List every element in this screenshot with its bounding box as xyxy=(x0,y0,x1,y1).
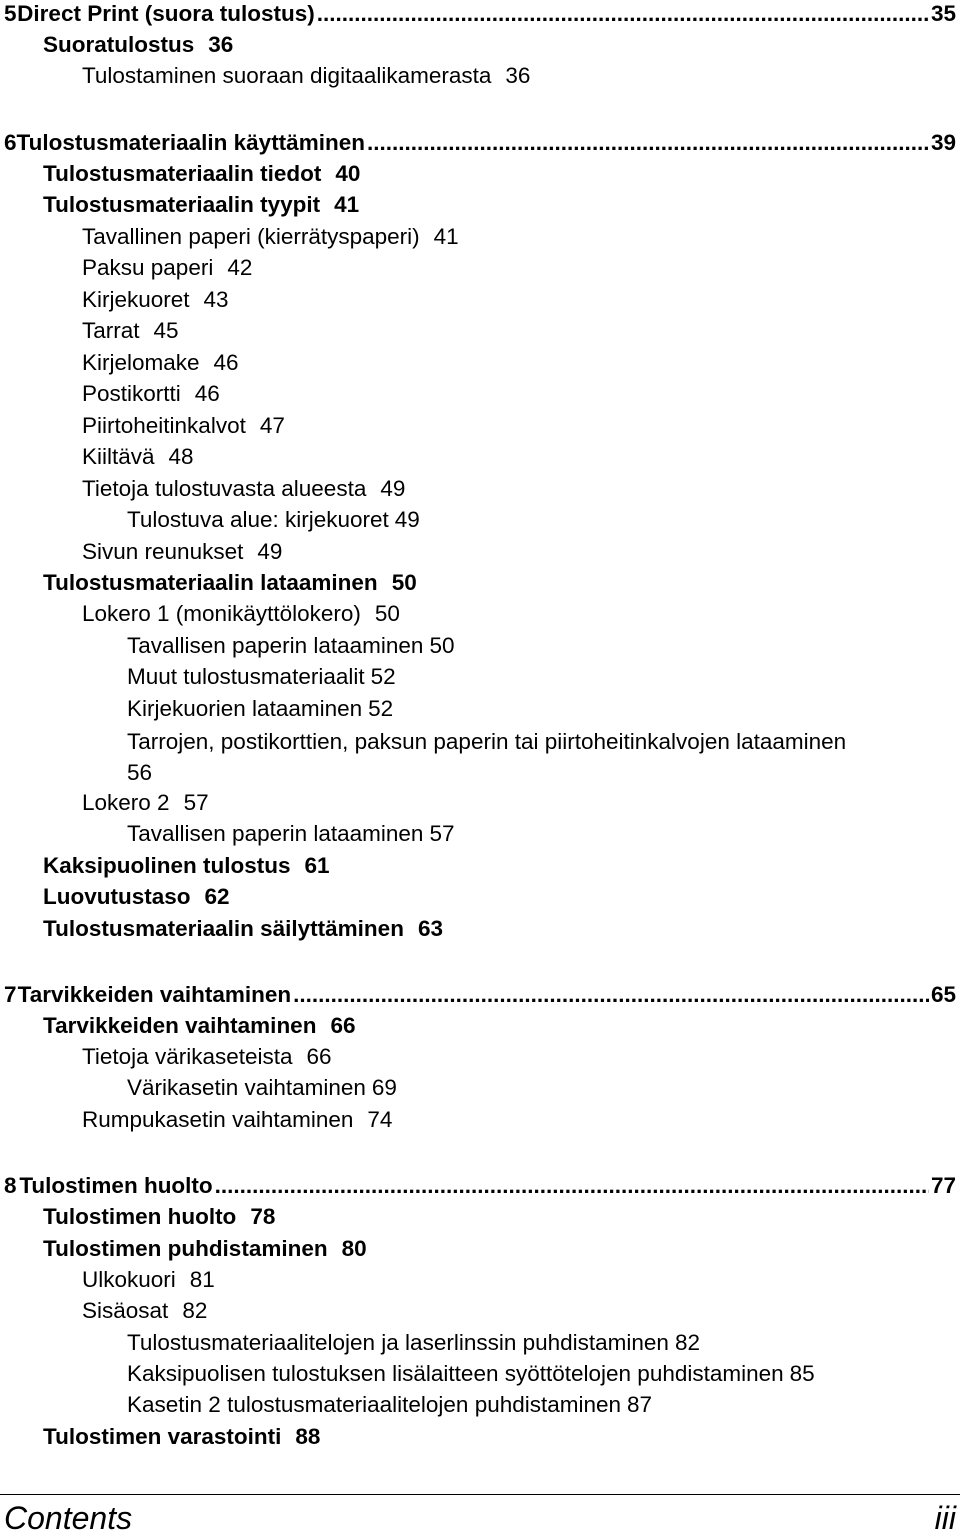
toc-entry[interactable] xyxy=(43,1012,960,1040)
toc-chapter-8[interactable] xyxy=(0,1172,960,1200)
toc-entry[interactable] xyxy=(82,412,960,440)
entry-page: 82 xyxy=(182,1298,208,1323)
entry-title: Kasetin 2 tulostusmateriaalitelojen puhdistaminen xyxy=(127,1392,622,1417)
entry-title: Piirtoheitinkalvot xyxy=(82,413,246,438)
chapter-number: 6 xyxy=(4,130,17,155)
entry-page: 40 xyxy=(335,161,361,186)
toc-entry[interactable] xyxy=(43,915,960,943)
entry-title: Kaksipuolisen tulostuksen lisälaitteen syöttötelojen puhdistaminen xyxy=(127,1361,784,1386)
entry-title: Tarrojen, postikorttien, paksun paperin tai piirtoheitinkalvojen lataaminen xyxy=(127,729,847,754)
toc-entry[interactable] xyxy=(43,1423,960,1451)
toc-entry[interactable] xyxy=(127,1329,960,1357)
toc-entry[interactable] xyxy=(82,475,960,503)
entry-page: 88 xyxy=(295,1424,321,1449)
toc-entry[interactable] xyxy=(82,600,960,628)
entry-title: Lokero 2 xyxy=(82,790,170,815)
entry-page: 50 xyxy=(374,601,400,626)
chapter-title: Direct Print (suora tulostus) xyxy=(17,1,315,26)
dot-leader xyxy=(317,0,929,28)
toc-entry[interactable] xyxy=(43,160,960,188)
footer-divider xyxy=(0,1494,960,1495)
entry-title: Tavallisen paperin lataaminen xyxy=(127,821,424,846)
entry-page: 49 xyxy=(380,476,406,501)
toc-entry[interactable] xyxy=(43,191,960,219)
entry-title: Värikasetin vaihtaminen xyxy=(127,1075,366,1100)
entry-title: Tietoja värikaseteista xyxy=(82,1044,293,1069)
chapter-page: 35 xyxy=(930,1,956,26)
entry-page: 41 xyxy=(433,224,459,249)
entry-page: 81 xyxy=(189,1267,215,1292)
dot-leader xyxy=(215,1172,929,1200)
entry-title: Tulostaminen suoraan digitaalikamerasta xyxy=(82,63,492,88)
entry-page: 66 xyxy=(306,1044,332,1069)
entry-page: 46 xyxy=(213,350,239,375)
entry-page: 82 xyxy=(674,1330,700,1355)
entry-page: 57 xyxy=(429,821,455,846)
chapter-page: 77 xyxy=(930,1173,956,1198)
entry-page: 74 xyxy=(367,1107,393,1132)
entry-page: 43 xyxy=(203,287,229,312)
entry-page: 63 xyxy=(417,916,443,941)
chapter-title: Tulostusmateriaalin käyttäminen xyxy=(16,130,365,155)
entry-title: Tarvikkeiden vaihtaminen xyxy=(43,1013,317,1038)
dot-leader xyxy=(293,981,929,1009)
toc-entry[interactable] xyxy=(82,443,960,471)
chapter-page: 39 xyxy=(930,130,956,155)
entry-title: Kirjelomake xyxy=(82,350,200,375)
entry-title: Paksu paperi xyxy=(82,255,214,280)
toc-entry[interactable] xyxy=(127,1074,960,1102)
toc-entry[interactable] xyxy=(127,506,960,534)
entry-page: 52 xyxy=(368,696,394,721)
toc-entry[interactable] xyxy=(82,223,960,251)
entry-title: Tulostusmateriaalin tiedot xyxy=(43,161,322,186)
entry-page: 69 xyxy=(371,1075,397,1100)
toc-entry[interactable] xyxy=(82,1266,960,1294)
dot-leader xyxy=(367,129,929,157)
entry-title: Tavallinen paperi (kierrätyspaperi) xyxy=(82,224,420,249)
entry-page: 78 xyxy=(250,1204,276,1229)
entry-page: 41 xyxy=(334,192,360,217)
toc-entry[interactable] xyxy=(43,852,960,880)
toc-entry[interactable] xyxy=(43,1235,960,1263)
toc-entry[interactable] xyxy=(127,632,960,660)
entry-title: Tulostusmateriaalitelojen ja laserlinssin puhdistaminen xyxy=(127,1330,669,1355)
toc-entry[interactable] xyxy=(82,1106,960,1134)
entry-title: Lokero 1 (monikäyttölokero) xyxy=(82,601,361,626)
toc-entry[interactable] xyxy=(43,883,960,911)
entry-page: 62 xyxy=(204,884,230,909)
toc-entry[interactable] xyxy=(82,62,960,90)
entry-title: Tulostimen varastointi xyxy=(43,1424,282,1449)
entry-page: 50 xyxy=(391,570,417,595)
entry-page: 85 xyxy=(789,1361,815,1386)
chapter-number: 8 xyxy=(4,1173,17,1198)
entry-title: Suoratulostus xyxy=(43,32,195,57)
entry-title: Ulkokuori xyxy=(82,1267,176,1292)
entry-title: Tulostimen puhdistaminen xyxy=(43,1236,328,1261)
toc-entry[interactable] xyxy=(82,286,960,314)
entry-title: Muut tulostusmateriaalit xyxy=(127,664,365,689)
toc-entry[interactable] xyxy=(127,695,960,723)
entry-page: 61 xyxy=(304,853,330,878)
chapter-page: 65 xyxy=(930,982,956,1007)
toc-entry[interactable] xyxy=(43,569,960,597)
entry-page: 56 xyxy=(127,760,153,785)
entry-page: 47 xyxy=(259,413,285,438)
entry-title: Tavallisen paperin lataaminen xyxy=(127,633,424,658)
chapter-number: 5 xyxy=(4,1,17,26)
entry-title: Postikortti xyxy=(82,381,181,406)
footer-page-number: iii xyxy=(934,1500,956,1536)
toc-entry[interactable] xyxy=(127,1360,960,1388)
toc-entry[interactable] xyxy=(82,380,960,408)
toc-chapter-5[interactable] xyxy=(0,0,960,28)
entry-page: 80 xyxy=(341,1236,367,1261)
entry-title: Tulostuva alue: kirjekuoret xyxy=(127,507,389,532)
entry-page: 50 xyxy=(429,633,455,658)
entry-page: 42 xyxy=(227,255,253,280)
entry-title: Tarrat xyxy=(82,318,140,343)
entry-page: 36 xyxy=(208,32,234,57)
entry-page: 36 xyxy=(505,63,531,88)
entry-title: Kirjekuorien lataaminen xyxy=(127,696,363,721)
toc-chapter-6[interactable] xyxy=(0,129,960,157)
entry-title: Rumpukasetin vaihtaminen xyxy=(82,1107,354,1132)
entry-page: 45 xyxy=(153,318,179,343)
toc-entry[interactable] xyxy=(127,1391,960,1419)
toc-entry[interactable] xyxy=(127,663,960,691)
toc-entry[interactable] xyxy=(43,31,960,59)
toc-chapter-7[interactable] xyxy=(0,981,960,1009)
entry-page: 87 xyxy=(627,1392,653,1417)
entry-page: 57 xyxy=(183,790,209,815)
toc-entry[interactable] xyxy=(82,789,960,817)
toc-entry[interactable] xyxy=(82,349,960,377)
entry-page: 46 xyxy=(194,381,220,406)
toc-entry[interactable] xyxy=(43,1203,960,1231)
entry-title: Tulostusmateriaalin lataaminen xyxy=(43,570,378,595)
chapter-number: 7 xyxy=(4,982,17,1007)
entry-title: Sisäosat xyxy=(82,1298,169,1323)
toc-entry[interactable] xyxy=(82,1043,960,1071)
toc-entry[interactable] xyxy=(82,538,960,566)
entry-title: Luovutustaso xyxy=(43,884,191,909)
footer-section-title: Contents xyxy=(4,1500,133,1536)
entry-title: Kiiltävä xyxy=(82,444,155,469)
toc-entry[interactable] xyxy=(82,317,960,345)
entry-page: 66 xyxy=(330,1013,356,1038)
toc-entry[interactable] xyxy=(82,254,960,282)
entry-page: 52 xyxy=(370,664,396,689)
entry-title: Tietoja tulostuvasta alueesta xyxy=(82,476,367,501)
entry-page: 48 xyxy=(168,444,194,469)
entry-title: Kaksipuolinen tulostus xyxy=(43,853,291,878)
entry-page: 49 xyxy=(394,507,420,532)
entry-title: Tulostusmateriaalin tyypit xyxy=(43,192,321,217)
entry-title: Tulostimen huolto xyxy=(43,1204,237,1229)
chapter-title: Tarvikkeiden vaihtaminen xyxy=(17,982,292,1007)
entry-title: Tulostusmateriaalin säilyttäminen xyxy=(43,916,404,941)
chapter-title: Tulostimen huolto xyxy=(19,1173,213,1198)
toc-entry[interactable] xyxy=(82,1297,960,1325)
entry-title: Kirjekuoret xyxy=(82,287,190,312)
entry-page: 49 xyxy=(257,539,283,564)
toc-entry[interactable] xyxy=(127,820,960,848)
entry-title: Sivun reunukset xyxy=(82,539,244,564)
toc-entry[interactable] xyxy=(127,726,957,788)
